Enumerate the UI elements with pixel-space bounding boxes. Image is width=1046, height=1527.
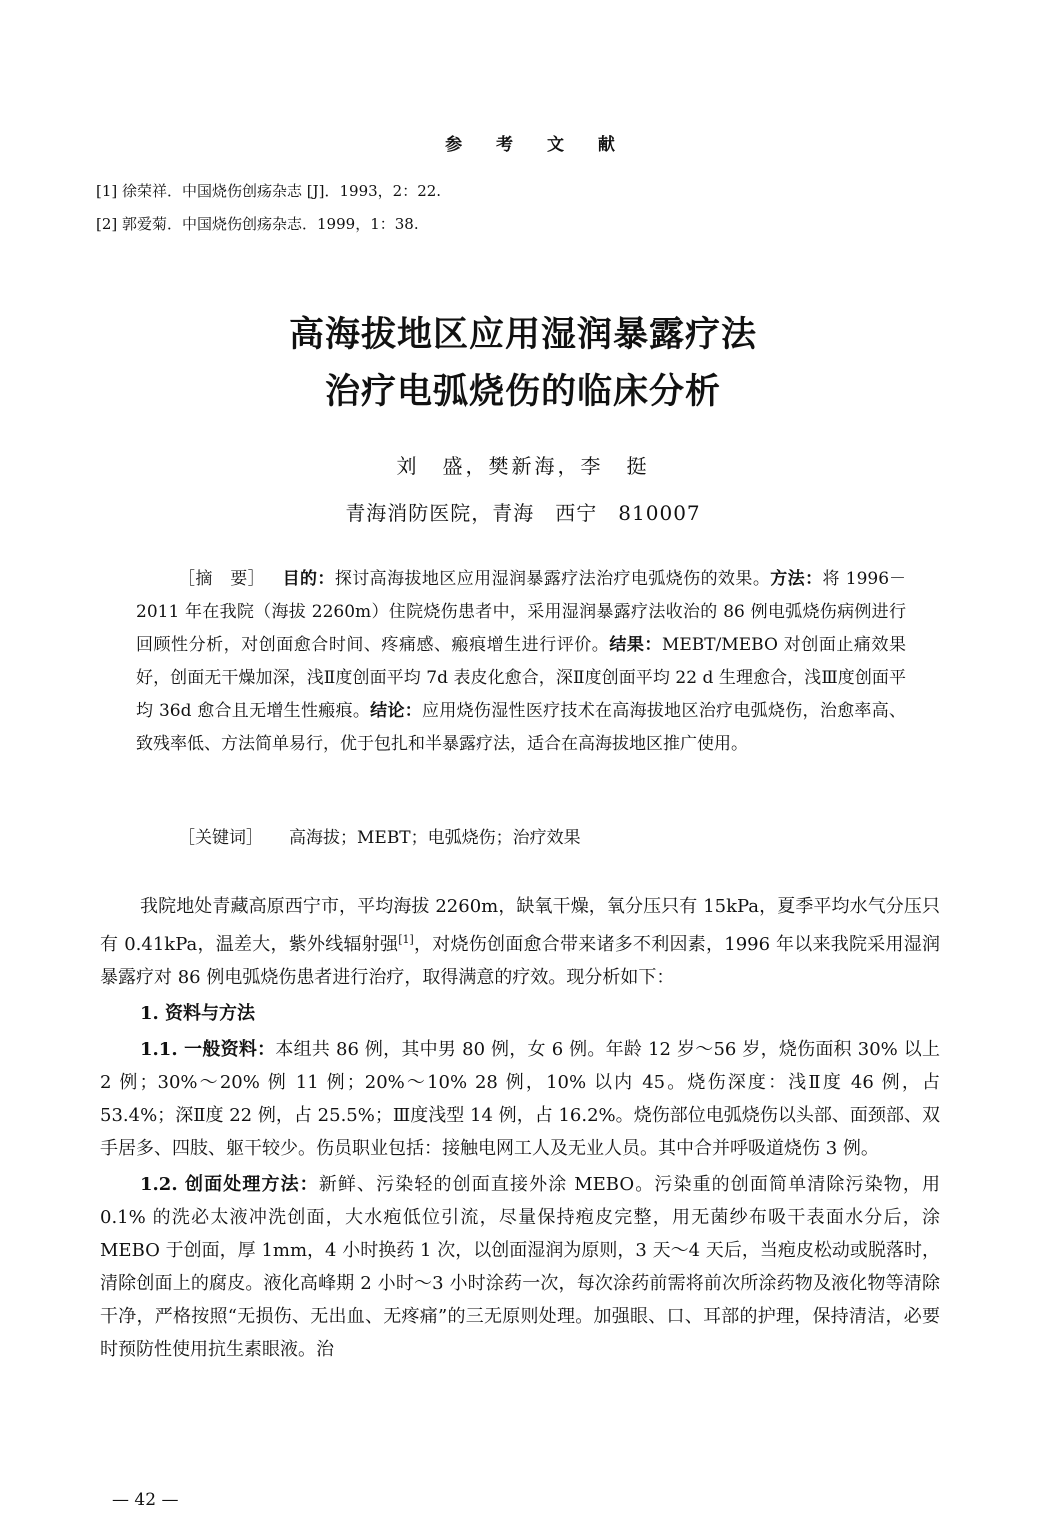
subsection-label-1-1: 1.1. 一般资料： <box>140 1039 276 1060</box>
intro-text-1: 我院地处青藏高原西宁市，平均海拔 2260m，缺氧干燥，氧分压只有 15kPa，夏季平均水气分压只有 0.41kPa，温差大，紫外线辐射强 <box>100 896 940 955</box>
references-heading: 参 考 文 献 <box>445 135 629 155</box>
paragraph-1-1 <box>100 1033 940 1165</box>
abstract-conclusion: 应用烧伤湿性医疗技术在高海拔地区治疗电弧烧伤，治愈率高、致残率低、方法简单易行，优于包扎和半暴露疗法，适合在高海拔地区推广使用。 <box>136 701 907 754</box>
article-body <box>100 890 940 1369</box>
page-number: — 42 — <box>112 1490 179 1510</box>
paragraph-1-2 <box>100 1168 940 1366</box>
abstract-methods-label: 方法： <box>770 569 823 589</box>
abstract-objective: 探讨高海拔地区应用湿润暴露疗法治疗电弧烧伤的效果。 <box>334 569 771 589</box>
affiliation: 青海消防医院，青海 西宁 810007 <box>345 501 701 525</box>
abstract-results-label: 结果： <box>609 635 662 655</box>
abstract <box>136 563 906 761</box>
article-title-line-1: 高海拔地区应用湿润暴露疗法 <box>288 315 757 355</box>
authors: 刘 盛，樊新海，李 挺 <box>396 454 650 478</box>
intro-text-2: ，对烧伤创面愈合带来诸多不利因素，1996 年以来我院采用湿润暴露疗对 86 例电弧烧伤患者进行治疗，取得满意的疗效。现分析如下： <box>100 934 940 988</box>
abstract-conclusion-label: 结论： <box>370 701 423 721</box>
subsection-text-1-2: 新鲜、污染轻的创面直接外涂 MEBO。污染重的创面简单清除污染物，用 0.1% 的洗必太液冲洗创面，大水疱低位引流，尽量保持疱皮完整，用无菌纱布吸干表面水分后，涂 MEBO 于创面，厚 1mm，4 小时换药 1 次，以创面湿润为原则，3 天～4 天后，当疱皮松动或脱落时，清除创面上的腐皮。液化高峰期 2 小时～3 小时涂药一次，每次涂药前需将前次所涂药物及液化物等清除干净，严格按照“无损伤、无出血、无疼痛”的三无原则处理。加强眼、口、耳部的护理，保持清洁，必要时预防性使用抗生素眼液。治 <box>100 1174 940 1360</box>
article-title-line-2: 治疗电弧烧伤的临床分析 <box>324 372 721 412</box>
citation-1: [1] <box>398 933 414 946</box>
abstract-results: MEBT/MEBO 对创面止痛效果好，创面无干燥加深，浅Ⅱ度创面平均 7d 表皮化愈合，深Ⅱ度创面平均 22 d 生理愈合，浅Ⅲ度创面平均 36d 愈合且无增生性瘢痕。 <box>136 635 906 721</box>
abstract-objective-label: 目的： <box>282 569 335 589</box>
keywords-text: 高海拔；MEBT；电弧烧伤；治疗效果 <box>289 828 581 848</box>
intro-paragraph <box>100 890 940 994</box>
subsection-label-1-2: 1.2. 创面处理方法： <box>140 1174 319 1195</box>
abstract-methods: 将 1996－2011 年在我院（海拔 2260m）住院烧伤患者中，采用湿润暴露疗法收治的 86 例电弧烧伤病例进行回顾性分析，对创面愈合时间、疼痛感、瘢痕增生进行评价。 <box>136 569 907 655</box>
reference-item-2: [2] 郭爱菊．中国烧伤创疡杂志．1999，1：38. <box>96 215 419 233</box>
keywords-label: ［关键词］ <box>178 828 263 848</box>
reference-item-1: [1] 徐荣祥．中国烧伤创疡杂志 [J]．1993，2：22. <box>96 182 442 200</box>
abstract-label: ［摘 要］ <box>178 569 266 589</box>
keywords <box>178 822 906 855</box>
subsection-text-1-1: 本组共 86 例，其中男 80 例，女 6 例。年龄 12 岁～56 岁，烧伤面积 30% 以上 2 例；30%～20% 例 11 例；20%～10% 28 例，10% 以内 45。烧伤深度：浅Ⅱ度 46 例，占 53.4%；深Ⅱ度 22 例，占 25.5%；Ⅲ度浅型 14 例，占 16.2%。烧伤部位电弧烧伤以头部、面颈部、双手居多、四肢、躯干较少。伤员职业包括：接触电网工人及无业人员。其中合并呼吸道烧伤 3 例。 <box>100 1039 940 1159</box>
section-heading-1: 1. 资料与方法 <box>140 1003 256 1024</box>
